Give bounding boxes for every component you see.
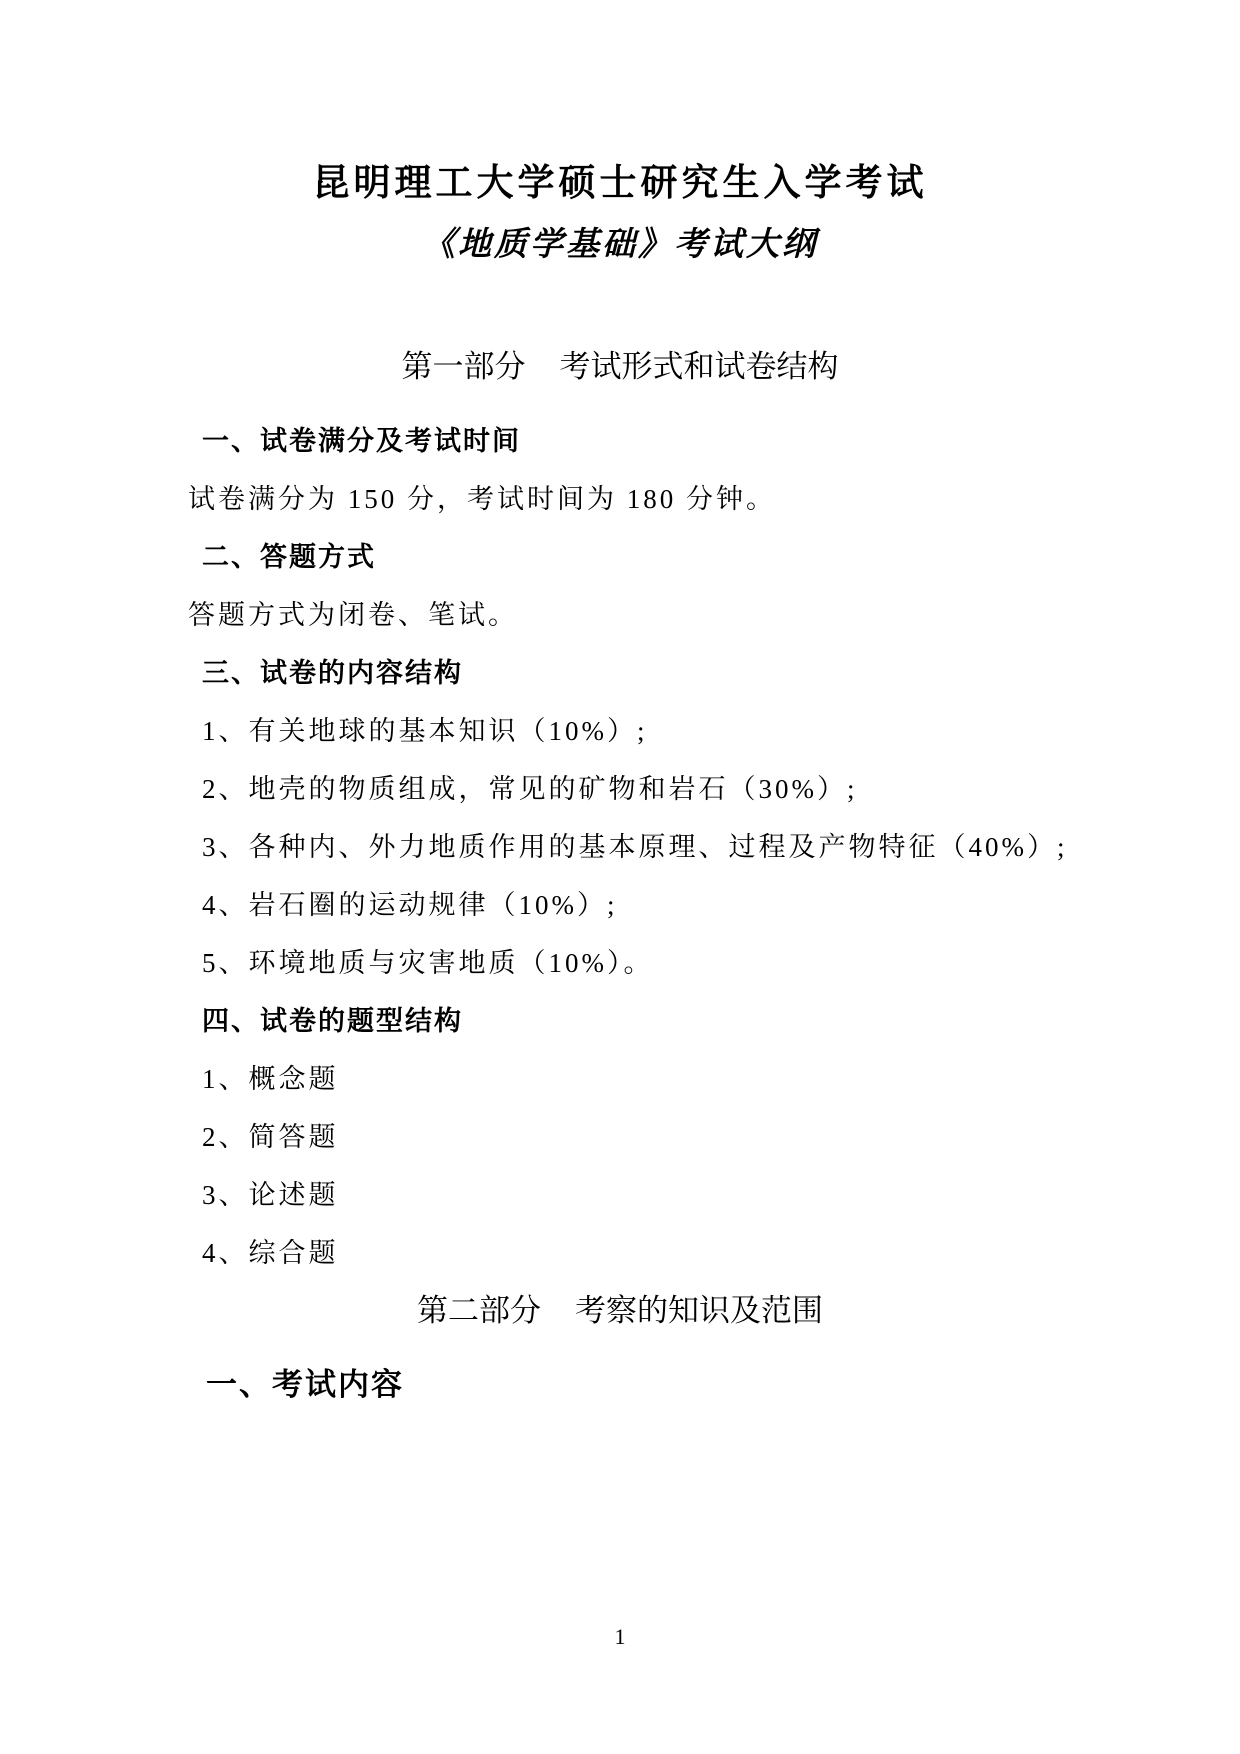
section-heading-score-time: 一、试卷满分及考试时间 [202,426,521,457]
list-item-content: 3、各种内、外力地质作用的基本原理、过程及产物特征（40%）; [202,832,1068,862]
list-item-content: 5、环境地质与灾害地质（10%）。 [202,948,654,978]
paragraph-score-time: 试卷满分为 150 分，考试时间为 180 分钟。 [188,484,776,514]
section-heading-exam-content: 一、考试内容 [206,1367,404,1403]
document-title: 昆明理工大学硕士研究生入学考试 [312,160,928,204]
page-number: 1 [614,1624,626,1649]
section-heading-question-types: 四、试卷的题型结构 [202,1006,463,1037]
part-one-heading [0,349,1240,385]
part-two-title: 考察的知识及范围 [575,1293,823,1329]
section-heading-answer-method: 二、答题方式 [202,542,376,573]
list-item-question-type: 3、论述题 [202,1180,339,1210]
list-item-question-type: 1、概念题 [202,1064,339,1094]
document-subtitle: 《地质学基础》考试大纲 [422,224,818,263]
list-item-question-type: 4、综合题 [202,1238,339,1268]
list-item-content: 1、有关地球的基本知识（10%）; [202,716,648,746]
part-two-heading [0,1293,1240,1329]
section-heading-content-structure: 三、试卷的内容结构 [202,658,463,689]
list-item-question-type: 2、简答题 [202,1122,339,1152]
part-one-title: 考试形式和试卷结构 [559,349,839,385]
part-one-label: 第一部分 [401,349,526,385]
list-item-content: 4、岩石圈的运动规律（10%）; [202,890,618,920]
list-item-content: 2、地壳的物质组成，常见的矿物和岩石（30%）; [202,774,858,804]
paragraph-answer-method: 答题方式为闭卷、笔试。 [188,600,518,630]
part-two-label: 第二部分 [417,1293,541,1329]
